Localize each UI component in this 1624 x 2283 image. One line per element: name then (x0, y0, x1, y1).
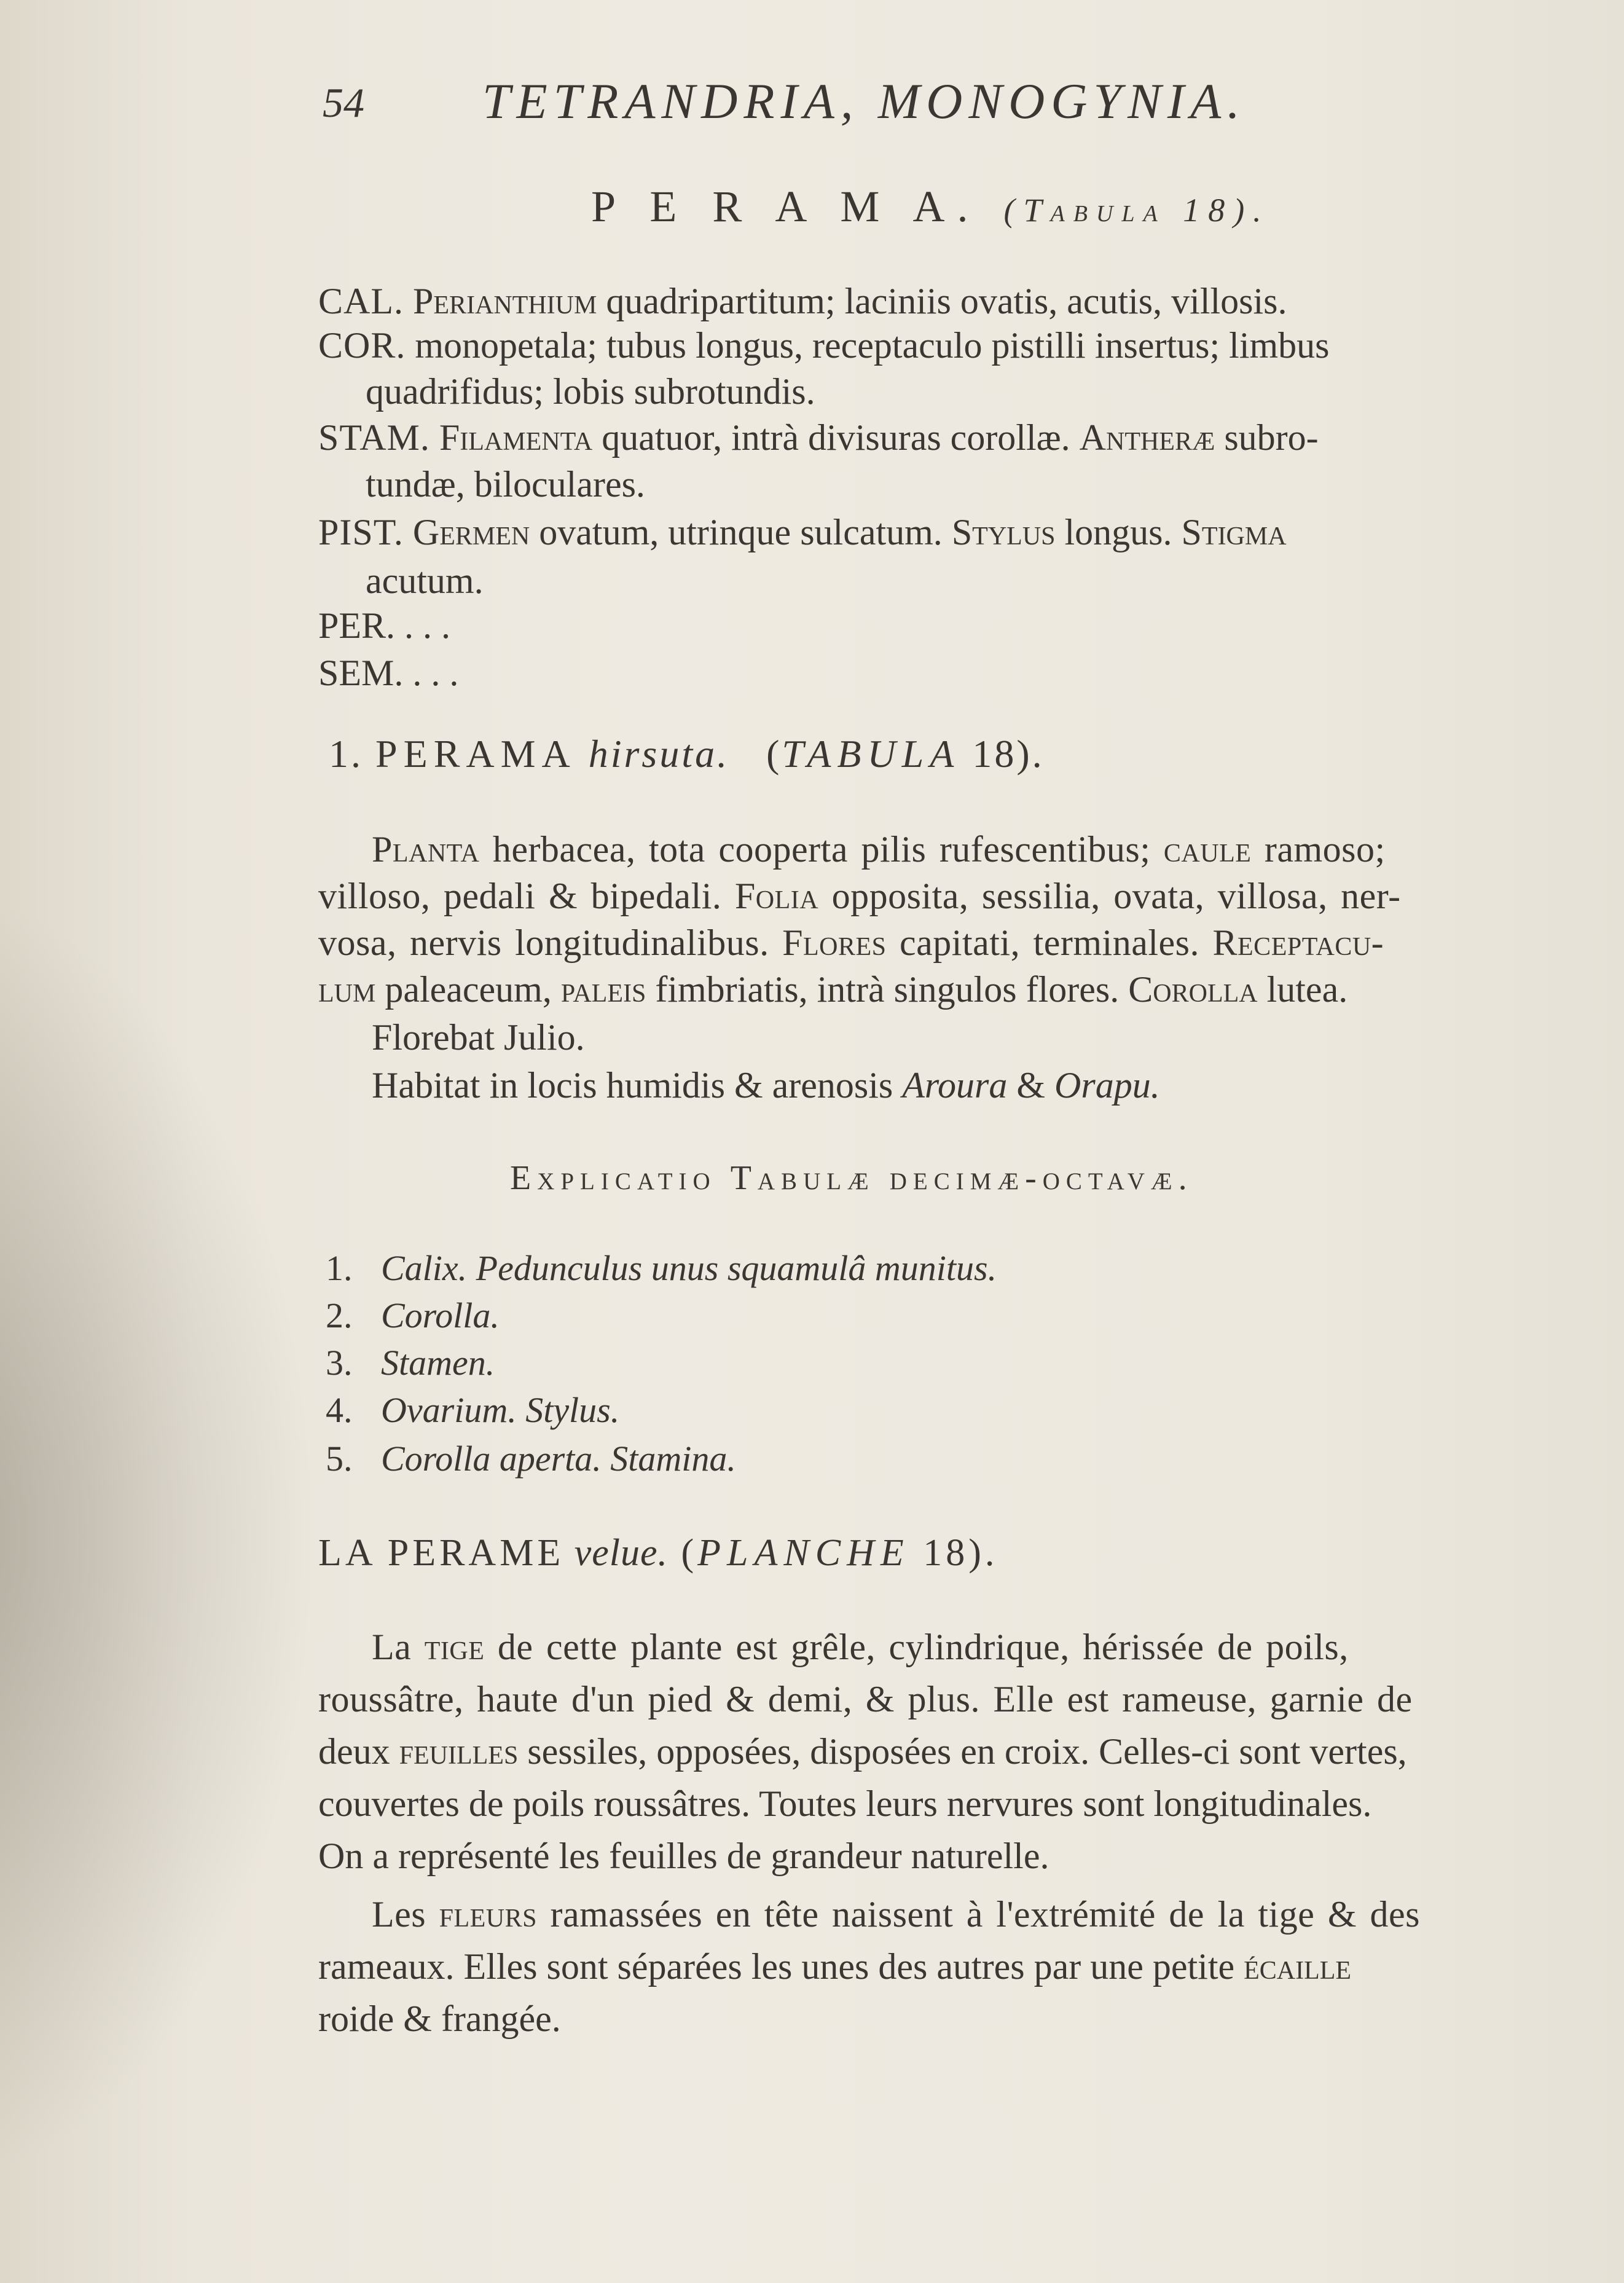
desc-term: Receptacu- (1212, 922, 1384, 963)
fr-text: sessiles, opposées, disposées en croix. Celles-ci sont vertes, (518, 1731, 1407, 1772)
character-cal (318, 277, 1287, 326)
french-genus: LA PERAME (318, 1532, 565, 1574)
character-per: PER. . . . (318, 605, 451, 646)
desc-text: & (1007, 1065, 1055, 1106)
fr-term: feuilles (399, 1731, 519, 1772)
char-text: quatuor, intrà divisuras corollæ. (592, 417, 1080, 458)
desc-text: capitati, terminales. (886, 922, 1213, 963)
character-stam (318, 413, 1319, 462)
desc-term: lum (318, 969, 376, 1010)
french-line (372, 1622, 1349, 1672)
fr-text: rameaux. Elles sont séparées les unes des autres par une petite (318, 1946, 1244, 1987)
species-epithet: hirsuta. (588, 732, 730, 776)
desc-text: paleaceum, (375, 969, 561, 1010)
french-heading (318, 1531, 998, 1575)
desc-text: vosa, nervis longitudinalibus. (318, 922, 783, 963)
desc-term: Corolla (1128, 969, 1258, 1010)
item-number: 1. (326, 1248, 353, 1288)
species-tabula-open: ( (766, 732, 782, 776)
fr-term: fleurs (439, 1894, 538, 1935)
char-term: Germen (412, 512, 530, 552)
page-number: 54 (323, 79, 364, 126)
item-text: Corolla. (381, 1295, 500, 1335)
desc-text: opposita, sessilia, ovata, villosa, ner- (818, 876, 1401, 916)
fr-text: La (372, 1627, 425, 1667)
item-number: 2. (326, 1295, 353, 1335)
character-cor (318, 321, 1330, 370)
item-text: Ovarium. Stylus. (381, 1390, 620, 1430)
desc-text: Habitat in locis humidis & arenosis (372, 1065, 903, 1106)
char-term: Stylus (951, 512, 1056, 552)
french-paren: ( (668, 1532, 698, 1574)
fr-text: Les (372, 1894, 439, 1935)
desc-text: lutea. (1257, 969, 1348, 1010)
char-term: Filamenta (439, 417, 593, 458)
running-head: TETRANDRIA, MONOGYNIA. (482, 73, 1246, 129)
explication-item (326, 1248, 997, 1289)
french-line: roide & frangée. (318, 1998, 561, 2039)
explication-item (326, 1295, 500, 1336)
character-pist (318, 508, 1287, 557)
species-number: 1. (329, 732, 363, 776)
desc-text: herbacea, tota cooperta pilis rufescentibus; (479, 829, 1164, 870)
french-planche: PLANCHE (697, 1532, 910, 1574)
char-text: monopetala; tubus longus, receptaculo pistilli insertus; limbus (406, 325, 1330, 366)
desc-text: fimbriatis, intrà singulos flores. (646, 969, 1129, 1010)
char-term: Perianthium (413, 281, 597, 321)
species-tabula-num: 18). (972, 732, 1045, 776)
item-text: Corolla aperta. Stamina. (381, 1439, 736, 1479)
char-term: Stigma (1181, 512, 1287, 552)
desc-text: ramoso; (1251, 829, 1386, 870)
desc-term: Folia (734, 876, 819, 916)
fr-term: écaille (1244, 1946, 1352, 1987)
fr-term: tige (424, 1627, 485, 1667)
char-label: COR. (318, 325, 406, 366)
genus-tabula-ref: (Tabula 18). (1003, 192, 1270, 229)
char-text: ovatum, utrinque sulcatum. (530, 512, 952, 552)
desc-term: Flores (782, 922, 887, 963)
fr-text: ramassées en tête naissent à l'extrémité de la tige & des (537, 1894, 1420, 1935)
char-text: longus. (1055, 512, 1182, 552)
fr-text: deux (318, 1731, 399, 1772)
species-genus: PERAMA (375, 732, 576, 776)
desc-text: villoso, pedali & bipedali. (318, 876, 735, 916)
char-label: PIST. (318, 512, 404, 552)
description-line (372, 825, 1386, 874)
char-text: quadripartitum; laciniis ovatis, acutis, villosis. (597, 281, 1287, 321)
flowering-time: Florebat Julio. (372, 1017, 585, 1058)
french-line: couvertes de poils roussâtres. Toutes leurs nervures sont longitudinales. (318, 1783, 1372, 1824)
french-epithet: velue. (564, 1532, 668, 1574)
description-line (318, 871, 1401, 921)
genus-title (591, 181, 1270, 232)
locality: Orapu. (1054, 1065, 1160, 1106)
explication-item (326, 1342, 495, 1383)
explication-item (326, 1389, 619, 1431)
character-pist-cont: acutum. (366, 560, 484, 601)
character-cor-cont: quadrifidus; lobis subrotundis. (366, 371, 815, 412)
desc-term: paleis (560, 969, 646, 1010)
char-label: CAL. (318, 281, 404, 321)
item-number: 4. (326, 1390, 353, 1430)
item-number: 5. (326, 1439, 353, 1479)
explicatio-heading: Explicatio Tabulæ decimæ-octavæ. (510, 1159, 1193, 1197)
char-term: Antheræ (1079, 417, 1215, 458)
locality: Aroura (902, 1065, 1008, 1106)
french-line (318, 1727, 1407, 1776)
species-heading (329, 731, 1045, 777)
fr-text: de cette plante est grêle, cylindrique, hérissée de poils, (484, 1627, 1349, 1667)
french-line (372, 1890, 1420, 1939)
desc-term: Planta (372, 829, 480, 870)
description-line (318, 965, 1347, 1014)
french-planche-num: 18). (909, 1532, 998, 1574)
habitat-line (372, 1061, 1160, 1110)
character-sem: SEM. . . . (318, 653, 459, 693)
char-text: subro- (1215, 417, 1319, 458)
explication-item (326, 1438, 736, 1479)
desc-term: caule (1163, 829, 1252, 870)
description-line (318, 918, 1384, 967)
genus-name: P E R A M A. (591, 182, 981, 231)
character-stam-cont: tundæ, biloculares. (366, 464, 645, 505)
species-tabula-word: TABULA (782, 732, 960, 776)
french-line (318, 1942, 1351, 1991)
item-text: Calix. Pedunculus unus squamulâ munitus. (381, 1248, 997, 1288)
french-line: roussâtre, haute d'un pied & demi, & plus. Elle est rameuse, garnie de (318, 1679, 1413, 1719)
char-label: STAM. (318, 417, 430, 458)
item-number: 3. (326, 1343, 353, 1383)
french-line: On a représenté les feuilles de grandeur naturelle. (318, 1836, 1049, 1876)
item-text: Stamen. (381, 1343, 495, 1383)
